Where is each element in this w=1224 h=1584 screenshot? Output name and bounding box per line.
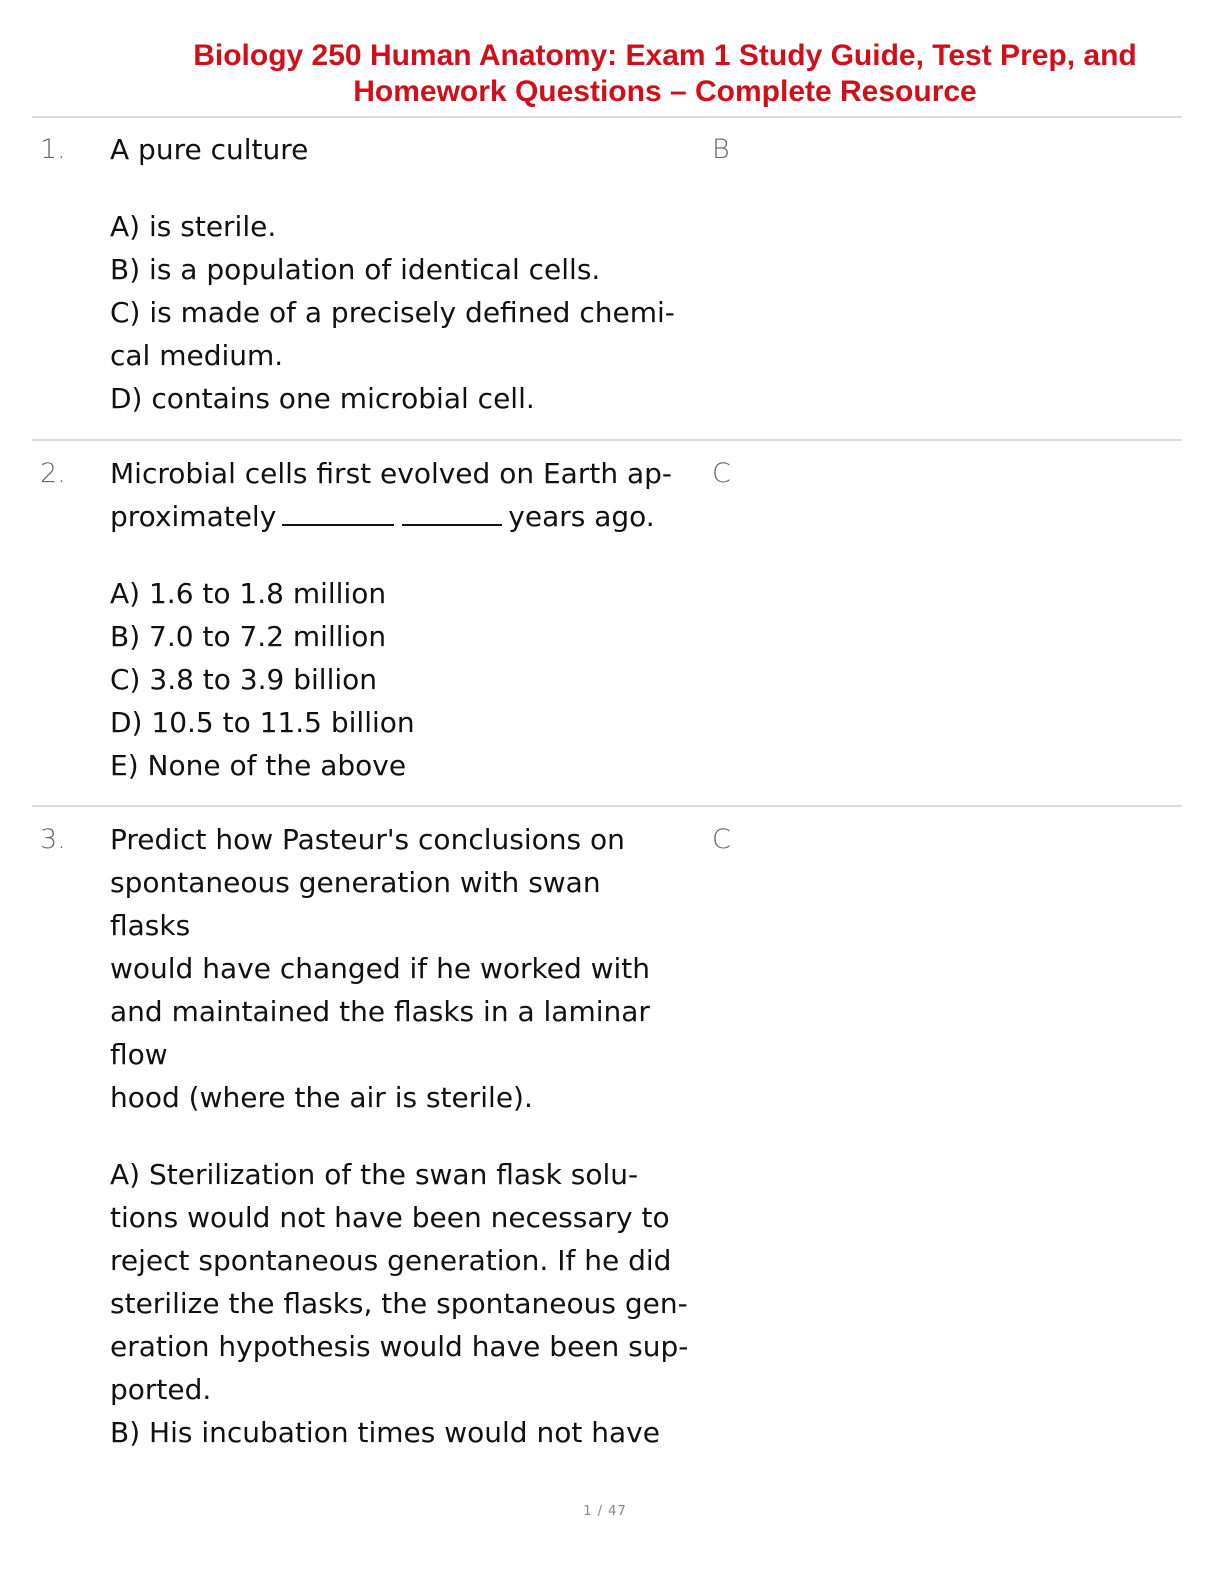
divider (32, 116, 1182, 118)
answer-blank (402, 498, 502, 526)
document-title (150, 38, 1180, 110)
question-number: 2. (40, 458, 66, 489)
question-number: 3. (40, 824, 66, 855)
option-c-continued: cal medium. (110, 339, 284, 372)
option-a-continued: eration hypothesis would have been sup- (110, 1330, 689, 1363)
question-number: 1. (40, 134, 66, 165)
option-e: E) None of the above (110, 749, 407, 782)
question-stem: Predict how Pasteur's conclusions on (110, 823, 625, 856)
divider (32, 805, 1182, 807)
question-stem: would have changed if he worked with (110, 952, 651, 985)
page-number: 1 / 47 (583, 1504, 627, 1519)
question-1 (110, 128, 710, 420)
option-c: C) is made of a precisely defined chemi- (110, 296, 675, 329)
question-stem: flasks (110, 909, 191, 942)
option-a-continued: tions would not have been necessary to (110, 1201, 670, 1234)
stem-text: years ago. (508, 500, 655, 533)
option-d: D) 10.5 to 11.5 billion (110, 706, 415, 739)
answer-blank (282, 498, 394, 526)
divider (32, 439, 1182, 441)
answer-key: C (712, 458, 731, 489)
title-line-1: Biology 250 Human Anatomy: Exam 1 Study Guide, Test Prep, and (193, 39, 1137, 72)
option-a-continued: reject spontaneous generation. If he did (110, 1244, 672, 1277)
title-line-2: Homework Questions – Complete Resource (353, 75, 977, 108)
question-3 (110, 818, 710, 1454)
option-a: A) is sterile. (110, 210, 277, 243)
answer-key: B (712, 134, 730, 165)
option-b: B) His incubation times would not have (110, 1416, 660, 1449)
option-b: B) is a population of identical cells. (110, 253, 601, 286)
stem-text: proximately (110, 500, 277, 533)
option-a: A) Sterilization of the swan flask solu- (110, 1158, 639, 1191)
option-a-continued: ported. (110, 1373, 212, 1406)
option-a-continued: sterilize the flasks, the spontaneous gen- (110, 1287, 688, 1320)
question-2 (110, 452, 710, 787)
option-c: C) 3.8 to 3.9 billion (110, 663, 378, 696)
question-stem: hood (where the air is sterile). (110, 1081, 533, 1114)
question-stem: Microbial cells first evolved on Earth ap- (110, 457, 673, 490)
option-a: A) 1.6 to 1.8 million (110, 577, 387, 610)
question-stem: flow (110, 1038, 168, 1071)
answer-key: C (712, 824, 731, 855)
question-stem: A pure culture (110, 133, 309, 166)
option-b: B) 7.0 to 7.2 million (110, 620, 387, 653)
option-d: D) contains one microbial cell. (110, 382, 535, 415)
question-stem-continued (110, 495, 710, 538)
question-stem: and maintained the flasks in a laminar (110, 995, 650, 1028)
question-stem: spontaneous generation with swan (110, 866, 601, 899)
